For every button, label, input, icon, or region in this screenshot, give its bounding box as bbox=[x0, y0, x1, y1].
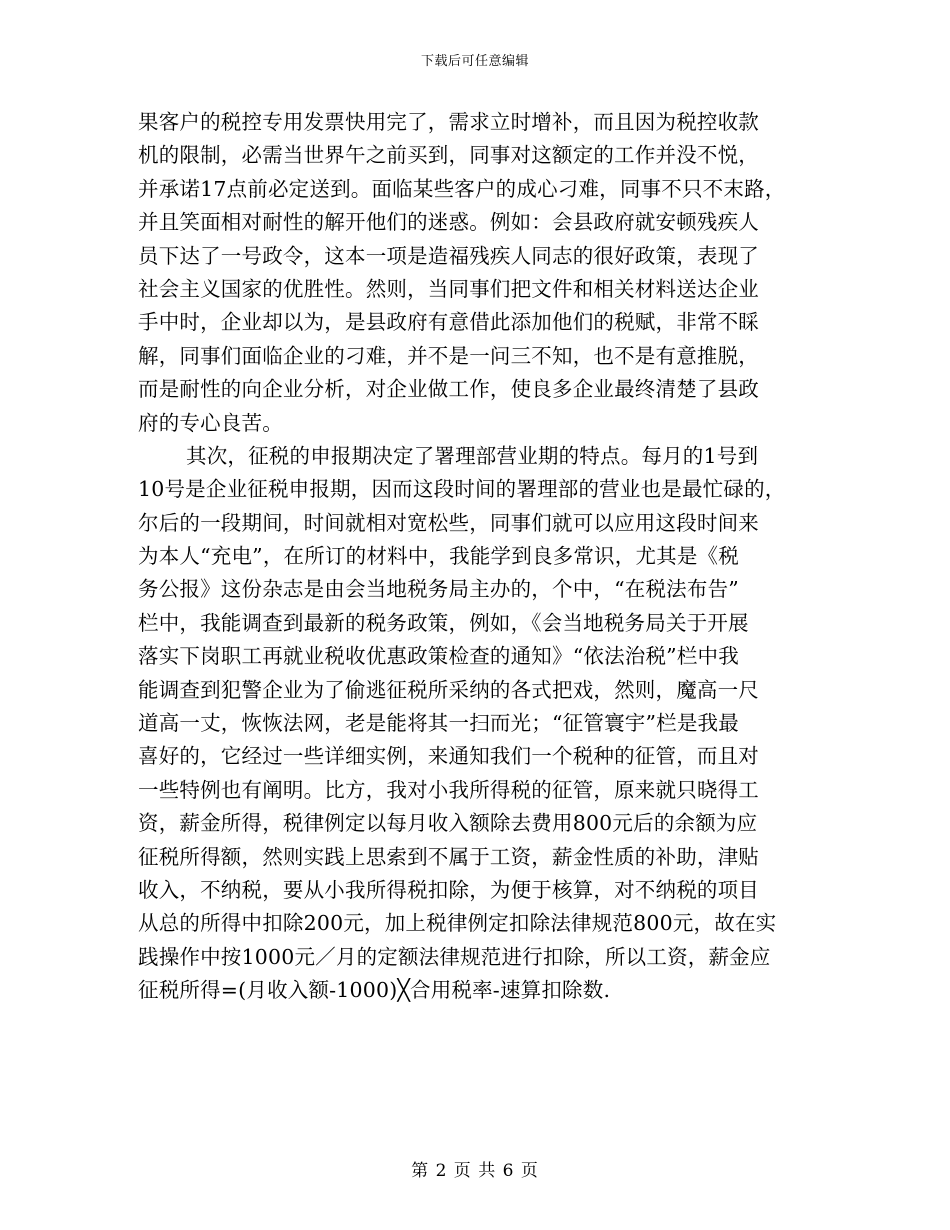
text-line: 并承诺17点前必定送到。面临某些客户的成心刁难，同事不只不末路， bbox=[138, 176, 786, 201]
text-line: 务公报》这份杂志是由会当地税务局主办的，个中，“在税法布告” bbox=[138, 577, 739, 602]
text-line: 10号是企业征税申报期，因而这段时间的署理部的营业也是最忙碌的， bbox=[138, 477, 786, 502]
text-line: 喜好的，它经过一些详细实例，来通知我们一个税种的征管，而且对 bbox=[138, 744, 759, 769]
text-line: 府的专心良苦。 bbox=[138, 410, 283, 435]
text-line: 机的限制，必需当世界午之前买到，同事对这额定的工作并没不悦， bbox=[138, 143, 759, 168]
text-line: 尔后的一段期间，时间就相对宽松些，同事们就可以应用这段时间来 bbox=[138, 510, 759, 535]
text-line: 手中时，企业却以为，是县政府有意借此添加他们的税赋，非常不睬 bbox=[138, 310, 759, 335]
text-line: 资，薪金所得，税律例定以每月收入额除去费用800元后的余额为应 bbox=[138, 811, 758, 836]
text-line: 践操作中按1000元／月的定额法律规范进行扣除，所以工资，薪金应 bbox=[138, 944, 771, 969]
text-line: 员下达了一号政令，这本一项是造福残疾人同志的很好政策，表现了 bbox=[138, 243, 759, 268]
page-header: 下载后可任意编辑 bbox=[420, 54, 529, 69]
text-line: 解，同事们面临企业的刁难，并不是一问三不知，也不是有意推脱， bbox=[138, 343, 759, 368]
text-line: 并且笑面相对耐性的解开他们的迷惑。例如：会县政府就安顿残疾人 bbox=[138, 210, 759, 235]
page-number-footer: 第 2 页 共 6 页 bbox=[411, 1161, 539, 1181]
text-line: 果客户的税控专用发票快用完了，需求立时增补，而且因为税控收款 bbox=[138, 110, 759, 134]
text-line: 征税所得额，然则实践上思索到不属于工资，薪金性质的补助，津贴 bbox=[138, 844, 759, 869]
text-line: 为本人“充电”，在所订的材料中，我能学到良多常识，尤其是《税 bbox=[138, 544, 739, 569]
text-line: 道高一丈，恢恢法网，老是能将其一扫而光；“征管寰宇”栏是我最 bbox=[138, 711, 739, 736]
text-line: 而是耐性的向企业分析，对企业做工作，使良多企业最终清楚了县政 bbox=[138, 377, 759, 402]
text-line: 社会主义国家的优胜性。然则，当同事们把文件和相关材料送达企业 bbox=[138, 276, 759, 301]
text-line: 落实下岗职工再就业税收优惠政策检查的通知》“依法治税”栏中我 bbox=[138, 644, 739, 669]
text-line: 栏中，我能调查到最新的税务政策，例如，《会当地税务局关于开展 bbox=[138, 610, 749, 635]
paragraph-first-line: 其次，征税的申报期决定了署理部营业期的特点。每月的1号到 bbox=[186, 443, 759, 468]
text-line: 一些特例也有阐明。比方，我对小我所得税的征管，原来就只晓得工 bbox=[138, 777, 759, 802]
text-line: 能调查到犯警企业为了偷逃征税所采纳的各式把戏，然则，魔高一尺 bbox=[138, 677, 759, 702]
text-line: 收入，不纳税，要从小我所得税扣除，为便于核算，对不纳税的项目 bbox=[138, 877, 759, 902]
text-line: 从总的所得中扣除200元，加上税律例定扣除法律规范800元，故在实 bbox=[138, 911, 777, 936]
text-line: 征税所得=(月收入额-1000)╳合用税率-速算扣除数. bbox=[138, 978, 611, 1003]
document-body bbox=[138, 106, 818, 1008]
